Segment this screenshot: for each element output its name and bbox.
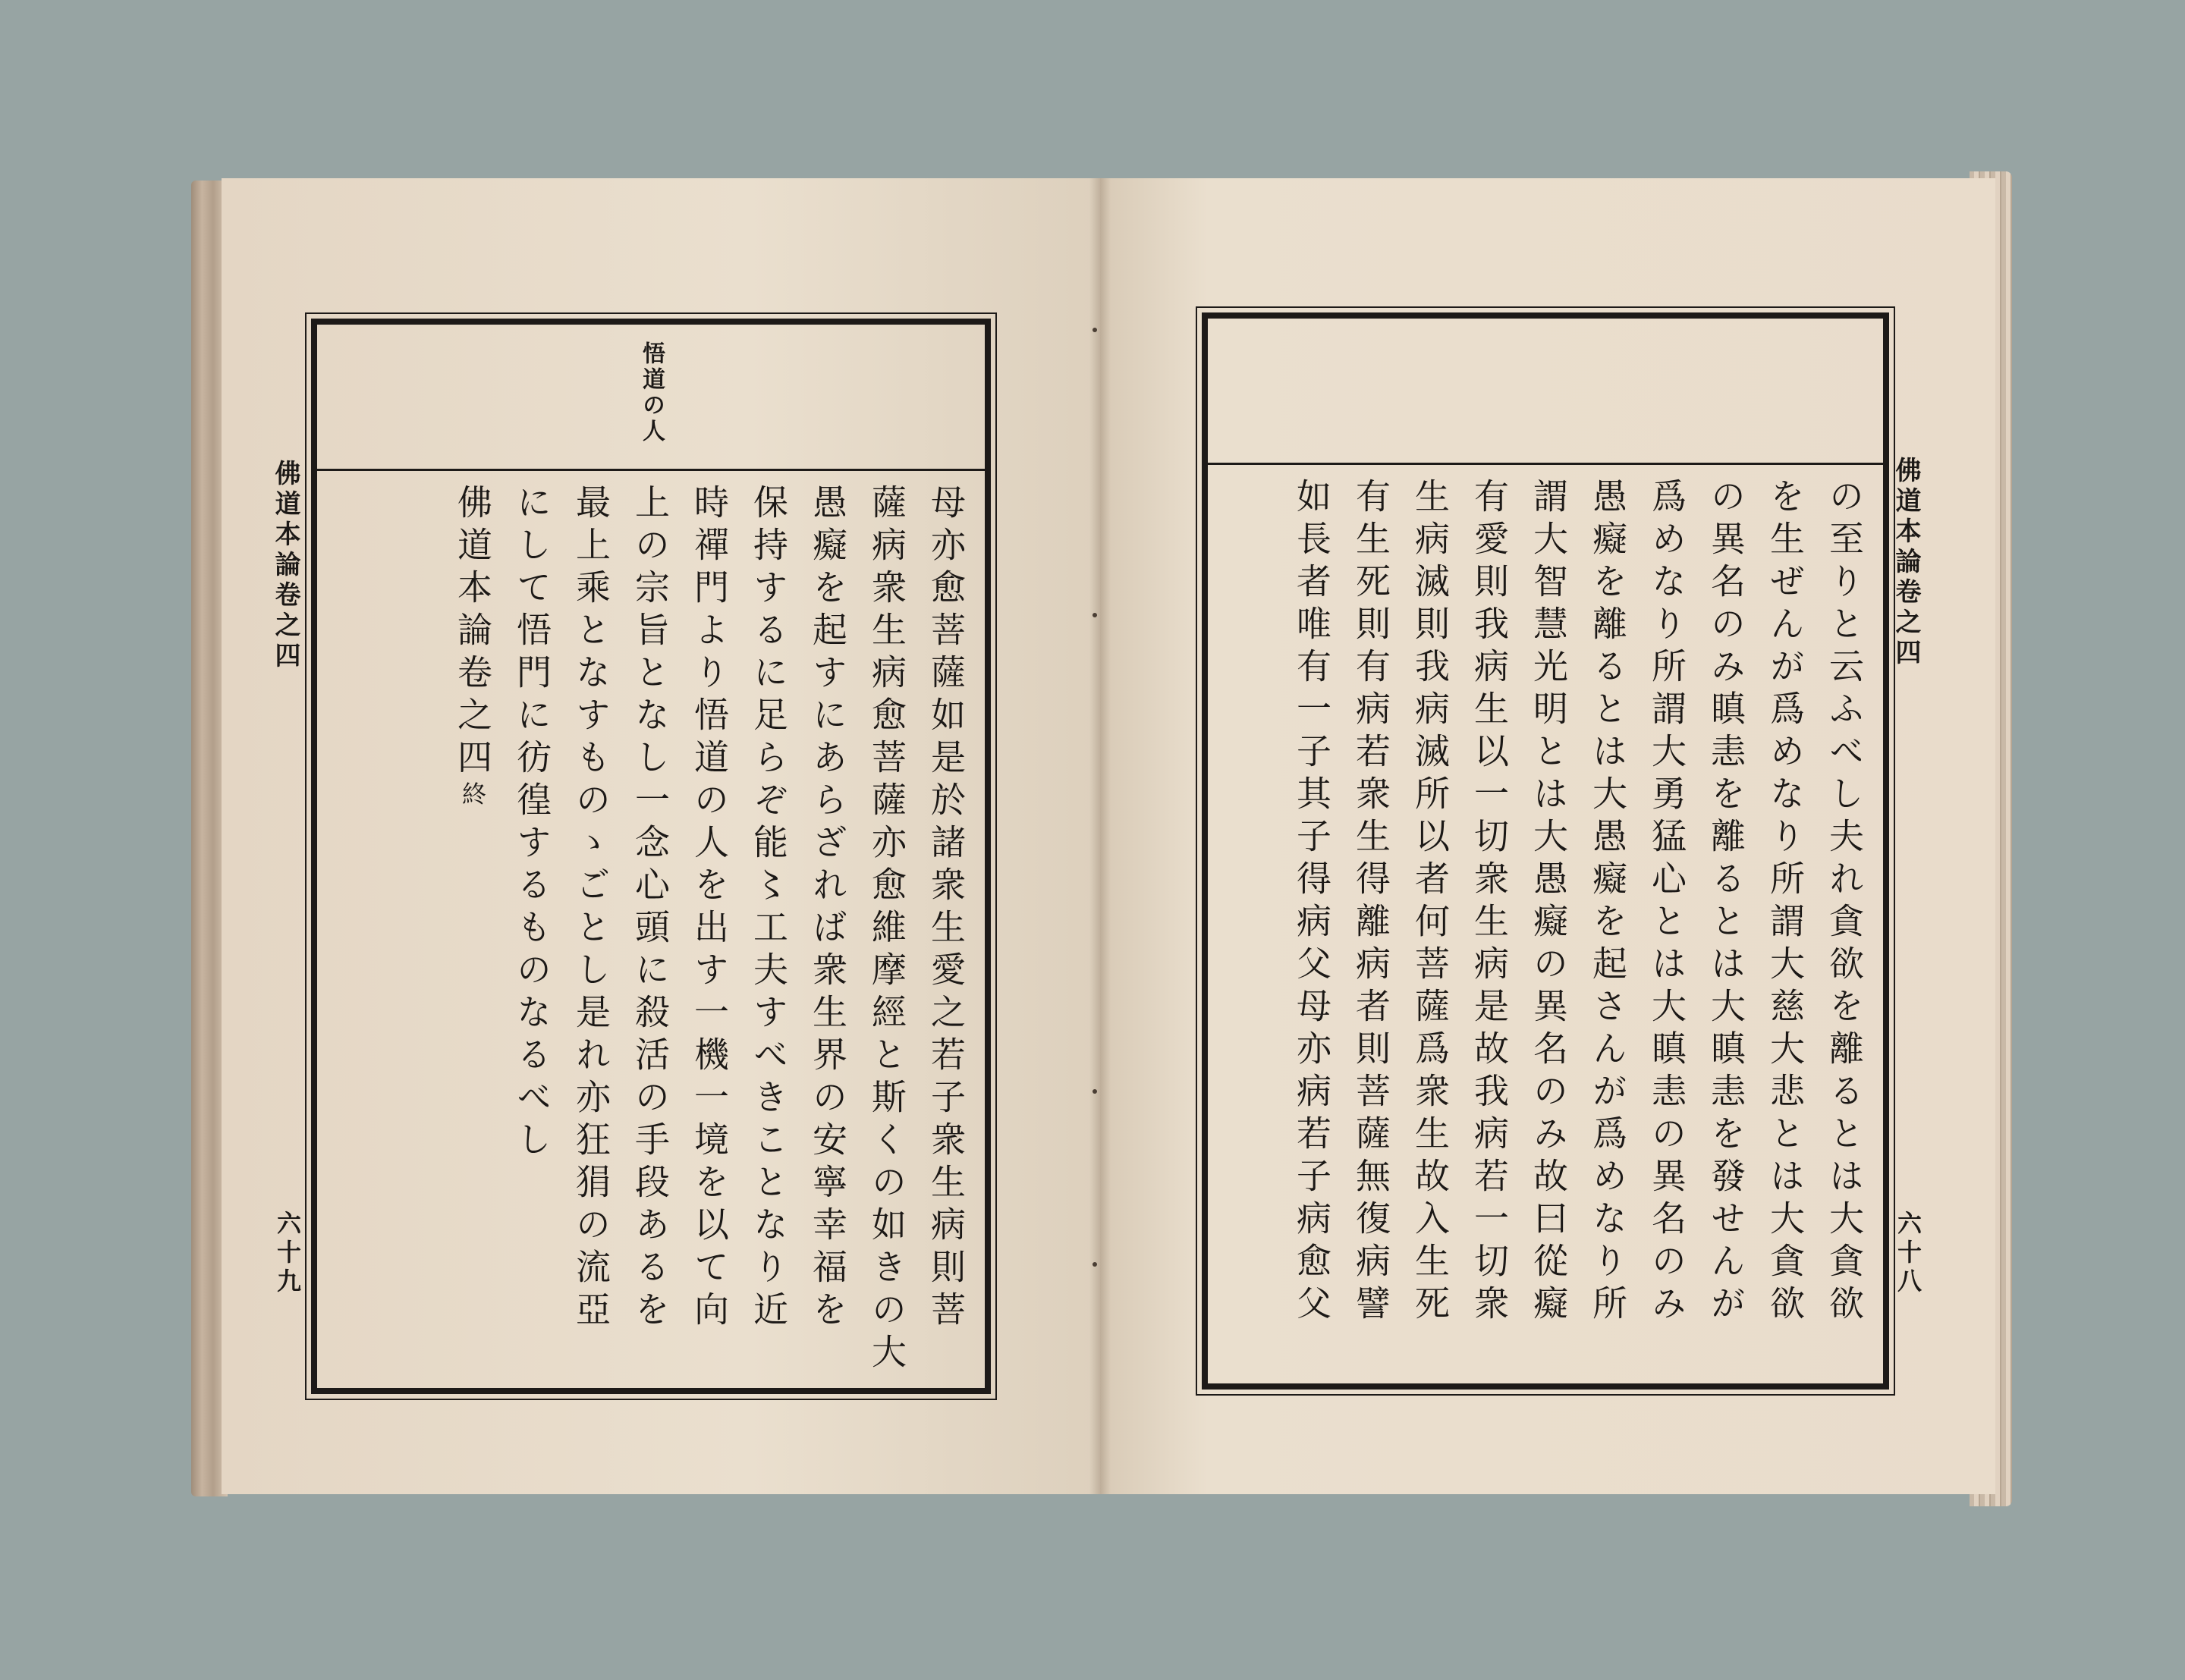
text-column: 爲めなり所謂大勇猛心とは大瞋恚の異名のみ <box>1646 478 1687 1327</box>
text-column: 有生死則有病若衆生得離病者則菩薩無復病譬 <box>1350 478 1391 1327</box>
binding-stitch <box>1092 328 1097 332</box>
binding-stitch <box>1092 613 1097 617</box>
running-header-right: 佛道本論卷之四 <box>1891 457 1921 669</box>
text-column: にして悟門に彷徨するものなるべし <box>511 484 552 1163</box>
page-number-right: 六十八 <box>1894 1211 1922 1297</box>
binding-stitch <box>1092 1089 1097 1094</box>
text-column: 如長者唯有一子其子得病父母亦病若子病愈父 <box>1291 478 1332 1327</box>
text-frame-right <box>1202 312 1889 1390</box>
text-columns-right <box>1217 478 1874 1371</box>
end-mark: 終 <box>458 781 487 813</box>
text-column: の異名のみ瞋恚を離るとは大瞋恚を發せんが <box>1706 478 1746 1327</box>
page-number-left: 六十九 <box>273 1211 302 1297</box>
text-column: 生病滅則我病滅所以者何菩薩爲衆生故入生死 <box>1410 478 1451 1327</box>
running-header-left: 佛道本論卷之四 <box>270 460 300 672</box>
text-column: 愚癡を離るとは大愚癡を起さんが爲めなり所 <box>1587 478 1628 1327</box>
text-column: 時禪門より悟道の人を出す一機一境を以て向 <box>689 484 730 1333</box>
book-gutter <box>1089 178 1111 1494</box>
volume-end-title: 佛道本論卷之四 <box>452 484 493 781</box>
text-column: 最上乘となすものゝごとし是れ亦狂狷の流亞 <box>571 484 611 1333</box>
text-columns-left <box>326 484 976 1376</box>
text-column: 保持するに足らぞ能〻工夫すべきことなり近 <box>748 484 789 1333</box>
text-column: 謂大智慧光明とは大愚癡の異名のみ故曰從癡 <box>1528 478 1569 1327</box>
text-column: 母亦愈菩薩如是於諸衆生愛之若子衆生病則菩 <box>926 484 967 1333</box>
text-frame-left <box>311 319 991 1394</box>
text-column: 薩病衆生病愈菩薩亦愈維摩經と斯くの如きの大 <box>866 484 907 1376</box>
empty-header-box <box>1208 319 1883 465</box>
text-column: 愚癡を起すにあらざれば衆生界の安寧幸福を <box>807 484 848 1333</box>
text-column: 上の宗旨となし一念心頭に殺活の手段あるを <box>630 484 671 1333</box>
section-header-box <box>317 325 985 471</box>
text-column: の至りと云ふべし夫れ貪欲を離るとは大貪欲 <box>1824 478 1865 1327</box>
text-column: を生ぜんが爲めなり所謂大慈大悲とは大貪欲 <box>1765 478 1806 1327</box>
volume-end-column <box>443 484 502 1376</box>
section-title: 悟道の人 <box>638 341 665 444</box>
binding-stitch <box>1092 1262 1097 1267</box>
text-column: 有愛則我病生以一切衆生病是故我病若一切衆 <box>1469 478 1510 1327</box>
